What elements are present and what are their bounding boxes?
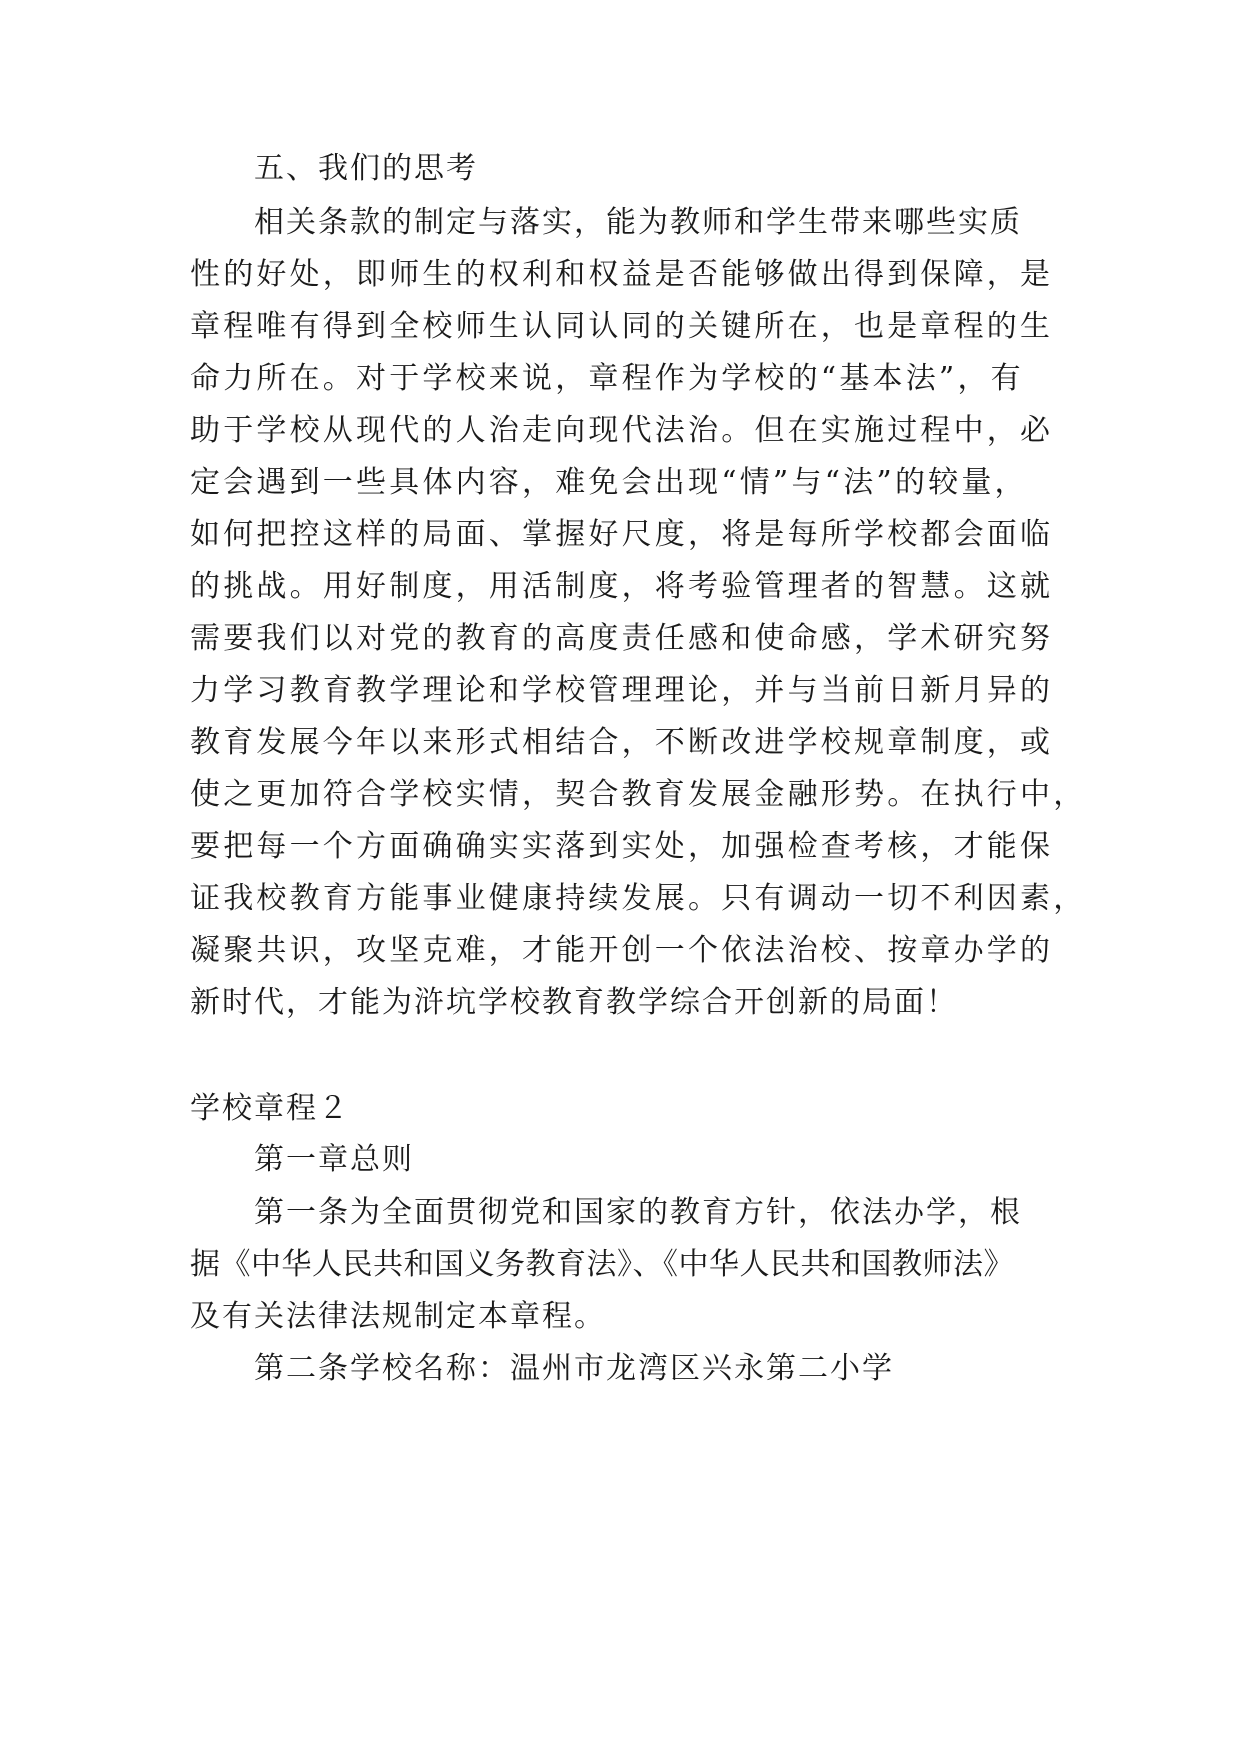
chapter-heading: 第一章总则: [254, 1142, 414, 1177]
paragraph-line: 章程唯有得到全校师生认同认同的关键所在，也是章程的生: [190, 309, 1054, 344]
article-line: 第二条学校名称：温州市龙湾区兴永第二小学: [254, 1351, 894, 1386]
paragraph-line: 证我校教育方能事业健康持续发展。只有调动一切不利因素，: [190, 881, 1087, 916]
paragraph-line: 命力所在。对于学校来说，章程作为学校的“基本法”，有: [190, 361, 1024, 396]
paragraph-line: 要把每一个方面确确实实落到实处，加强检查考核，才能保: [190, 829, 1054, 864]
paragraph-line: 教育发展今年以来形式相结合，不断改进学校规章制度，或: [190, 725, 1054, 760]
paragraph-line: 性的好处，即师生的权利和权益是否能够做出得到保障，是: [190, 257, 1054, 292]
paragraph-line: 相关条款的制定与落实，能为教师和学生带来哪些实质: [254, 205, 1022, 240]
paragraph-line: 凝聚共识，攻坚克难，才能开创一个依法治校、按章办学的: [190, 933, 1054, 968]
article-line: 第一条为全面贯彻党和国家的教育方针，依法办学，根: [254, 1195, 1022, 1230]
article-line: 及有关法律法规制定本章程。: [190, 1299, 606, 1334]
paragraph-line: 助于学校从现代的人治走向现代法治。但在实施过程中，必: [190, 413, 1054, 448]
document-title: 学校章程２: [190, 1091, 350, 1126]
paragraph-line: 定会遇到一些具体内容，难免会出现“情”与“法”的较量，: [190, 465, 1028, 500]
article-line: 据《中华人民共和国义务教育法》、《中华人民共和国教师法》: [190, 1247, 1014, 1282]
paragraph-line: 需要我们以对党的教育的高度责任感和使命感，学术研究努: [190, 621, 1054, 656]
paragraph-line: 的挑战。用好制度，用活制度，将考验管理者的智慧。这就: [190, 569, 1054, 604]
paragraph-line: 力学习教育教学理论和学校管理理论，并与当前日新月异的: [190, 673, 1054, 708]
paragraph-line: 如何把控这样的局面、掌握好尺度，将是每所学校都会面临: [190, 517, 1054, 552]
paragraph-line: 使之更加符合学校实情，契合教育发展金融形势。在执行中，: [190, 777, 1087, 812]
section-heading: 五、我们的思考: [254, 151, 478, 186]
paragraph-line: 新时代，才能为浒坑学校教育教学综合开创新的局面！: [190, 985, 958, 1020]
